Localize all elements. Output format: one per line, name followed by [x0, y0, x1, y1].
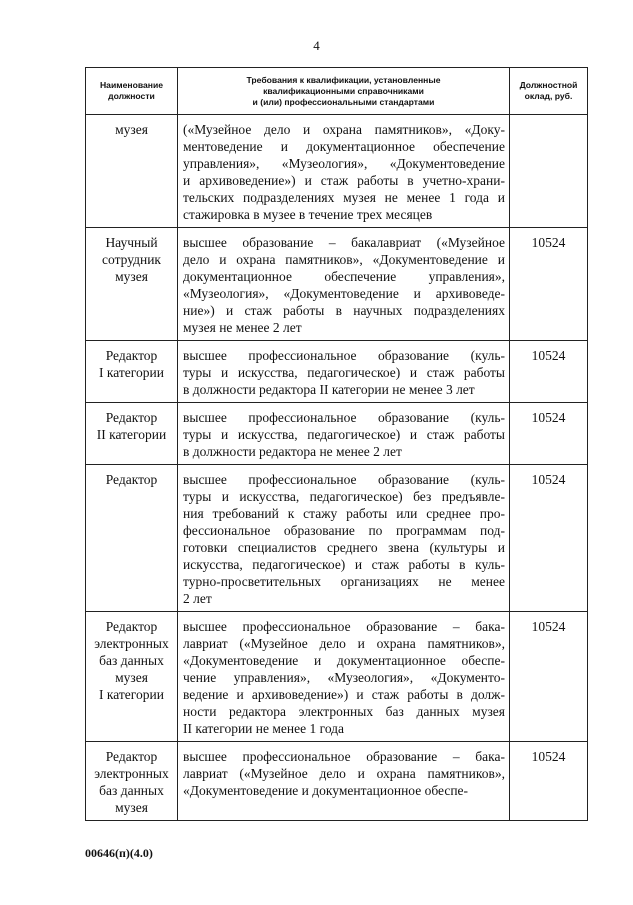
- requirements-line: высшее профессиональное образование (куль-: [183, 348, 505, 363]
- header-line: Требования к квалификации, установленные: [246, 74, 441, 85]
- requirements-line: высшее профессиональное образование (куль-: [183, 410, 505, 425]
- position-name-line: Редактор: [105, 410, 158, 425]
- header-line: Должностной: [519, 80, 578, 90]
- table-row: [86, 228, 588, 341]
- requirements-line: II категории не менее 1 года: [183, 721, 345, 736]
- position-name-line: Научный: [105, 235, 158, 250]
- position-name-line: Редактор: [105, 348, 158, 363]
- requirements-line: готовки специалистов среднего звена (культуры и: [183, 540, 505, 555]
- table-header-row: [86, 68, 588, 115]
- requirements-line: управления», «Музеология», «Документоведение: [183, 156, 505, 171]
- position-name-line: I категории: [99, 365, 164, 380]
- table-row: [86, 742, 588, 821]
- table-row: [86, 403, 588, 465]
- salary-value: 10524: [531, 348, 566, 363]
- position-name-cell: [86, 341, 178, 403]
- requirements-line: 2 лет: [183, 591, 212, 606]
- requirements-line: «Документоведение и документационное обеспе-: [183, 783, 469, 798]
- requirements-cell: [178, 612, 510, 742]
- requirements-line: ведение и архивоведение») и стаж работы в долж-: [183, 687, 505, 702]
- salary-value: 10524: [531, 472, 566, 487]
- position-name-line: сотрудник: [102, 252, 161, 267]
- position-name-line: Редактор: [105, 749, 158, 764]
- requirements-line: лавриат («Музейное дело и охрана памятников»,: [183, 766, 505, 781]
- requirements-cell: [178, 341, 510, 403]
- requirements-line: ности редактора электронных баз данных музея: [183, 704, 505, 719]
- requirements-line: ментоведение и документационное обеспечение: [183, 139, 505, 154]
- requirements-line: лавриат («Музейное дело и охрана памятников»,: [183, 636, 505, 651]
- position-name-cell: [86, 228, 178, 341]
- salary-value: 10524: [531, 749, 566, 764]
- header-requirements: [178, 68, 510, 115]
- position-name-line: музея: [115, 800, 148, 815]
- table-body: [86, 115, 588, 821]
- requirements-line: и архивоведение») и стаж работы в учетно-храни-: [183, 173, 505, 188]
- requirements-line: «Музеология», «Документоведение и архивоведе-: [183, 286, 505, 301]
- requirements-cell: [178, 465, 510, 612]
- position-name-line: электронных: [94, 766, 169, 781]
- header-position-name: [86, 68, 178, 115]
- salary-cell: [510, 465, 588, 612]
- requirements-line: фессиональное образование по программам под-: [183, 523, 505, 538]
- requirements-line: ния требований к стажу работы или среднее про-: [183, 506, 505, 521]
- requirements-cell: [178, 403, 510, 465]
- position-name-cell: [86, 465, 178, 612]
- position-name-cell: [86, 742, 178, 821]
- requirements-cell: [178, 115, 510, 228]
- salary-cell: [510, 341, 588, 403]
- requirements-line: чение управления», «Музеология», «Документо-: [183, 670, 505, 685]
- requirements-line: в должности редактора II категории не менее 3 лет: [183, 382, 475, 397]
- position-name-cell: [86, 612, 178, 742]
- header-line: и (или) профессиональными стандартами: [252, 96, 435, 107]
- table-row: [86, 115, 588, 228]
- requirements-cell: [178, 742, 510, 821]
- header-line: должности: [108, 91, 155, 101]
- position-name-line: баз данных: [99, 653, 164, 668]
- requirements-line: турно-просветительных организациях не менее: [183, 574, 505, 589]
- requirements-line: музея не менее 2 лет: [183, 320, 302, 335]
- salary-cell: [510, 742, 588, 821]
- requirements-cell: [178, 228, 510, 341]
- position-name-cell: [86, 115, 178, 228]
- requirements-line: высшее профессиональное образование – бака-: [183, 619, 505, 634]
- requirements-line: туры и искусства, педагогическое) и стаж работы: [183, 427, 505, 442]
- salary-cell: [510, 115, 588, 228]
- requirements-line: «Документоведение и документационное обеспе-: [183, 653, 505, 668]
- salary-cell: [510, 612, 588, 742]
- salary-cell: [510, 403, 588, 465]
- requirements-line: туры и искусства, педагогическое) и стаж работы: [183, 365, 505, 380]
- requirements-line: («Музейное дело и охрана памятников», «Доку-: [183, 122, 505, 137]
- salary-value: 10524: [531, 619, 566, 634]
- requirements-line: документационное обеспечение управления»,: [183, 269, 505, 284]
- requirements-line: дело и охрана памятников», «Документоведение и: [183, 252, 505, 267]
- header-salary: [510, 68, 588, 115]
- position-name-line: музея: [115, 122, 148, 137]
- position-name-line: музея: [115, 670, 148, 685]
- position-name-line: Редактор: [105, 619, 158, 634]
- salary-cell: [510, 228, 588, 341]
- position-name-line: баз данных: [99, 783, 164, 798]
- page-number: 4: [313, 38, 320, 53]
- position-name-line: музея: [115, 269, 148, 284]
- requirements-line: в должности редактора не менее 2 лет: [183, 444, 402, 459]
- document-code: 00646(п)(4.0): [85, 846, 153, 860]
- header-line: квалификационными справочниками: [263, 85, 424, 96]
- table-row: [86, 465, 588, 612]
- position-name-line: Редактор: [105, 472, 158, 487]
- requirements-line: высшее профессиональное образование (куль-: [183, 472, 505, 487]
- requirements-line: ние») и стаж работы в научных подразделениях: [183, 303, 505, 318]
- qualification-table: [85, 67, 588, 821]
- position-name-cell: [86, 403, 178, 465]
- position-name-line: электронных: [94, 636, 169, 651]
- salary-value: 10524: [531, 410, 566, 425]
- requirements-line: туры и искусства, педагогическое) без предъявле-: [183, 489, 505, 504]
- requirements-line: высшее профессиональное образование – бака-: [183, 749, 505, 764]
- requirements-line: высшее образование – бакалавриат («Музейное: [183, 235, 505, 250]
- requirements-line: стажировка в музее в течение трех месяцев: [183, 207, 433, 222]
- position-name-line: I категории: [99, 687, 164, 702]
- requirements-line: искусства, педагогическое) и стаж работы в куль-: [183, 557, 505, 572]
- requirements-line: тельских подразделениях музея не менее 1 года и: [183, 190, 505, 205]
- salary-value: 10524: [531, 235, 566, 250]
- table-row: [86, 341, 588, 403]
- header-line: Наименование: [99, 80, 164, 90]
- header-line: оклад, руб.: [524, 91, 573, 101]
- table-row: [86, 612, 588, 742]
- position-name-line: II категории: [96, 427, 167, 442]
